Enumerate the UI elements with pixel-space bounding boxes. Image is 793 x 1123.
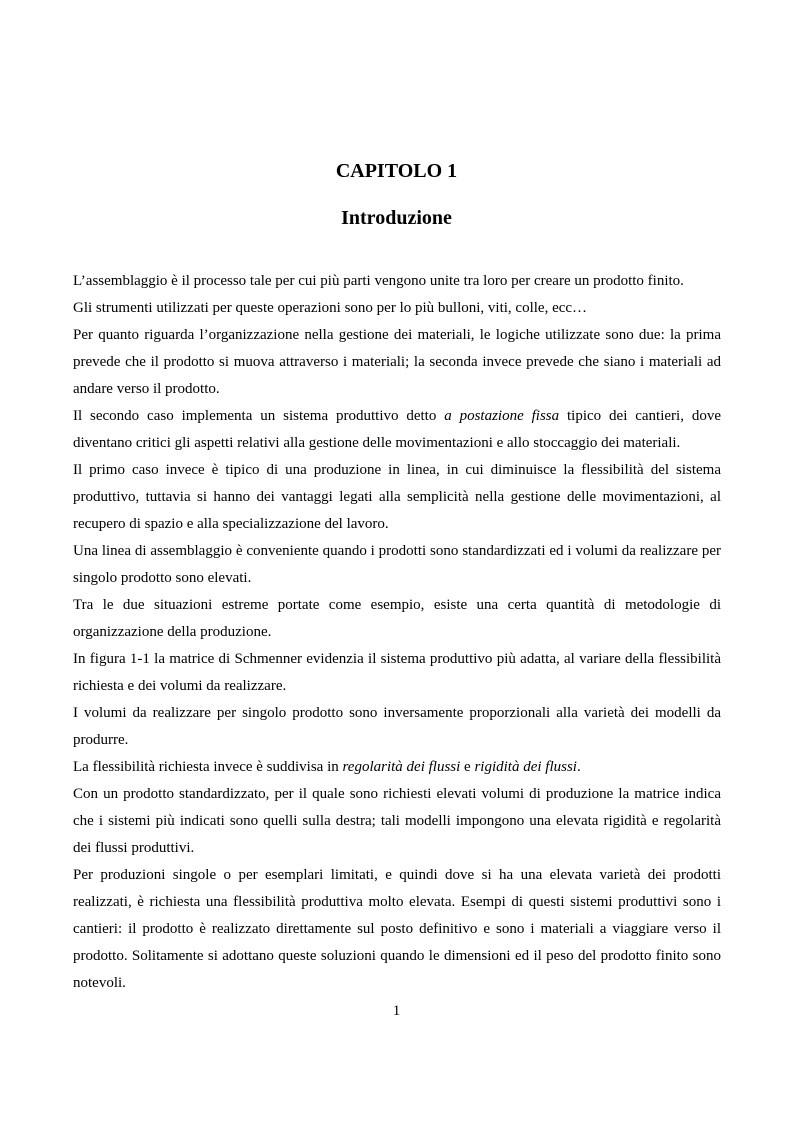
- italic-term: rigidità dei flussi: [474, 759, 577, 775]
- paragraph-text: .: [576, 759, 581, 775]
- italic-term: regolarità dei flussi: [342, 759, 461, 775]
- paragraph: Il primo caso invece è tipico di una produzione in linea, in cui diminuisce la flessibilità del sistema produttivo, tuttavia si hanno dei vantaggi legati alla semplicità nella gestione delle movimentazioni, al recupero di spazio e alla specializzazione del lavoro.: [73, 462, 721, 532]
- body-text: [73, 268, 721, 997]
- paragraph: L’assemblaggio è il processo tale per cui più parti vengono unite tra loro per creare un prodotto finito.: [73, 273, 684, 289]
- paragraph-text: Il secondo caso implementa un sistema produttivo detto: [73, 408, 445, 424]
- section-title: Introduzione: [341, 207, 452, 229]
- paragraph: Per quanto riguarda l’organizzazione nella gestione dei materiali, le logiche utilizzate sono due: la prima prevede che il prodotto si muova attraverso i materiali; la seconda invece prevede che siano i materiali ad andare verso il prodotto.: [73, 327, 721, 397]
- paragraph-text: e: [460, 759, 475, 775]
- paragraph-text: tipico dei cantieri, dove diventano critici gli aspetti relativi alla gestione delle movimentazioni e allo stoccaggio dei materiali.: [73, 408, 721, 451]
- paragraph: Una linea di assemblaggio è conveniente quando i prodotti sono standardizzati ed i volumi da realizzare per singolo prodotto sono elevati.: [73, 543, 721, 586]
- paragraph: In figura 1-1 la matrice di Schmenner evidenzia il sistema produttivo più adatta, al variare della flessibilità richiesta e dei volumi da realizzare.: [73, 651, 721, 694]
- chapter-title: CAPITOLO 1: [335, 160, 458, 182]
- paragraph-text: La flessibilità richiesta invece è suddivisa in: [73, 759, 343, 775]
- paragraph: I volumi da realizzare per singolo prodotto sono inversamente proporzionali alla varietà dei modelli da produrre.: [73, 705, 721, 748]
- paragraph: Tra le due situazioni estreme portate come esempio, esiste una certa quantità di metodologie di organizzazione della produzione.: [73, 597, 721, 640]
- paragraph: Con un prodotto standardizzato, per il quale sono richiesti elevati volumi di produzione la matrice indica che i sistemi più indicati sono quelli sulla destra; tali modelli impongono una elevata rigidità e regolarità dei flussi produttivi.: [73, 786, 721, 856]
- page-number: 1: [392, 1003, 401, 1019]
- paragraph: Gli strumenti utilizzati per queste operazioni sono per lo più bulloni, viti, colle, ecc…: [73, 300, 588, 316]
- italic-term: a postazione fissa: [444, 408, 560, 424]
- paragraph: Per produzioni singole o per esemplari limitati, e quindi dove si ha una elevata varietà dei prodotti realizzati, è richiesta una flessibilità produttiva molto elevata. Esempi di questi sistemi produttivi sono i cantieri: il prodotto è realizzato direttamente sul posto definitivo e sono i materiali a viaggiare verso il prodotto. Solitamente si adottano queste soluzioni quando le dimensioni ed il peso del prodotto finito sono notevoli.: [73, 867, 721, 991]
- paragraph: [73, 403, 721, 457]
- paragraph: [73, 754, 721, 781]
